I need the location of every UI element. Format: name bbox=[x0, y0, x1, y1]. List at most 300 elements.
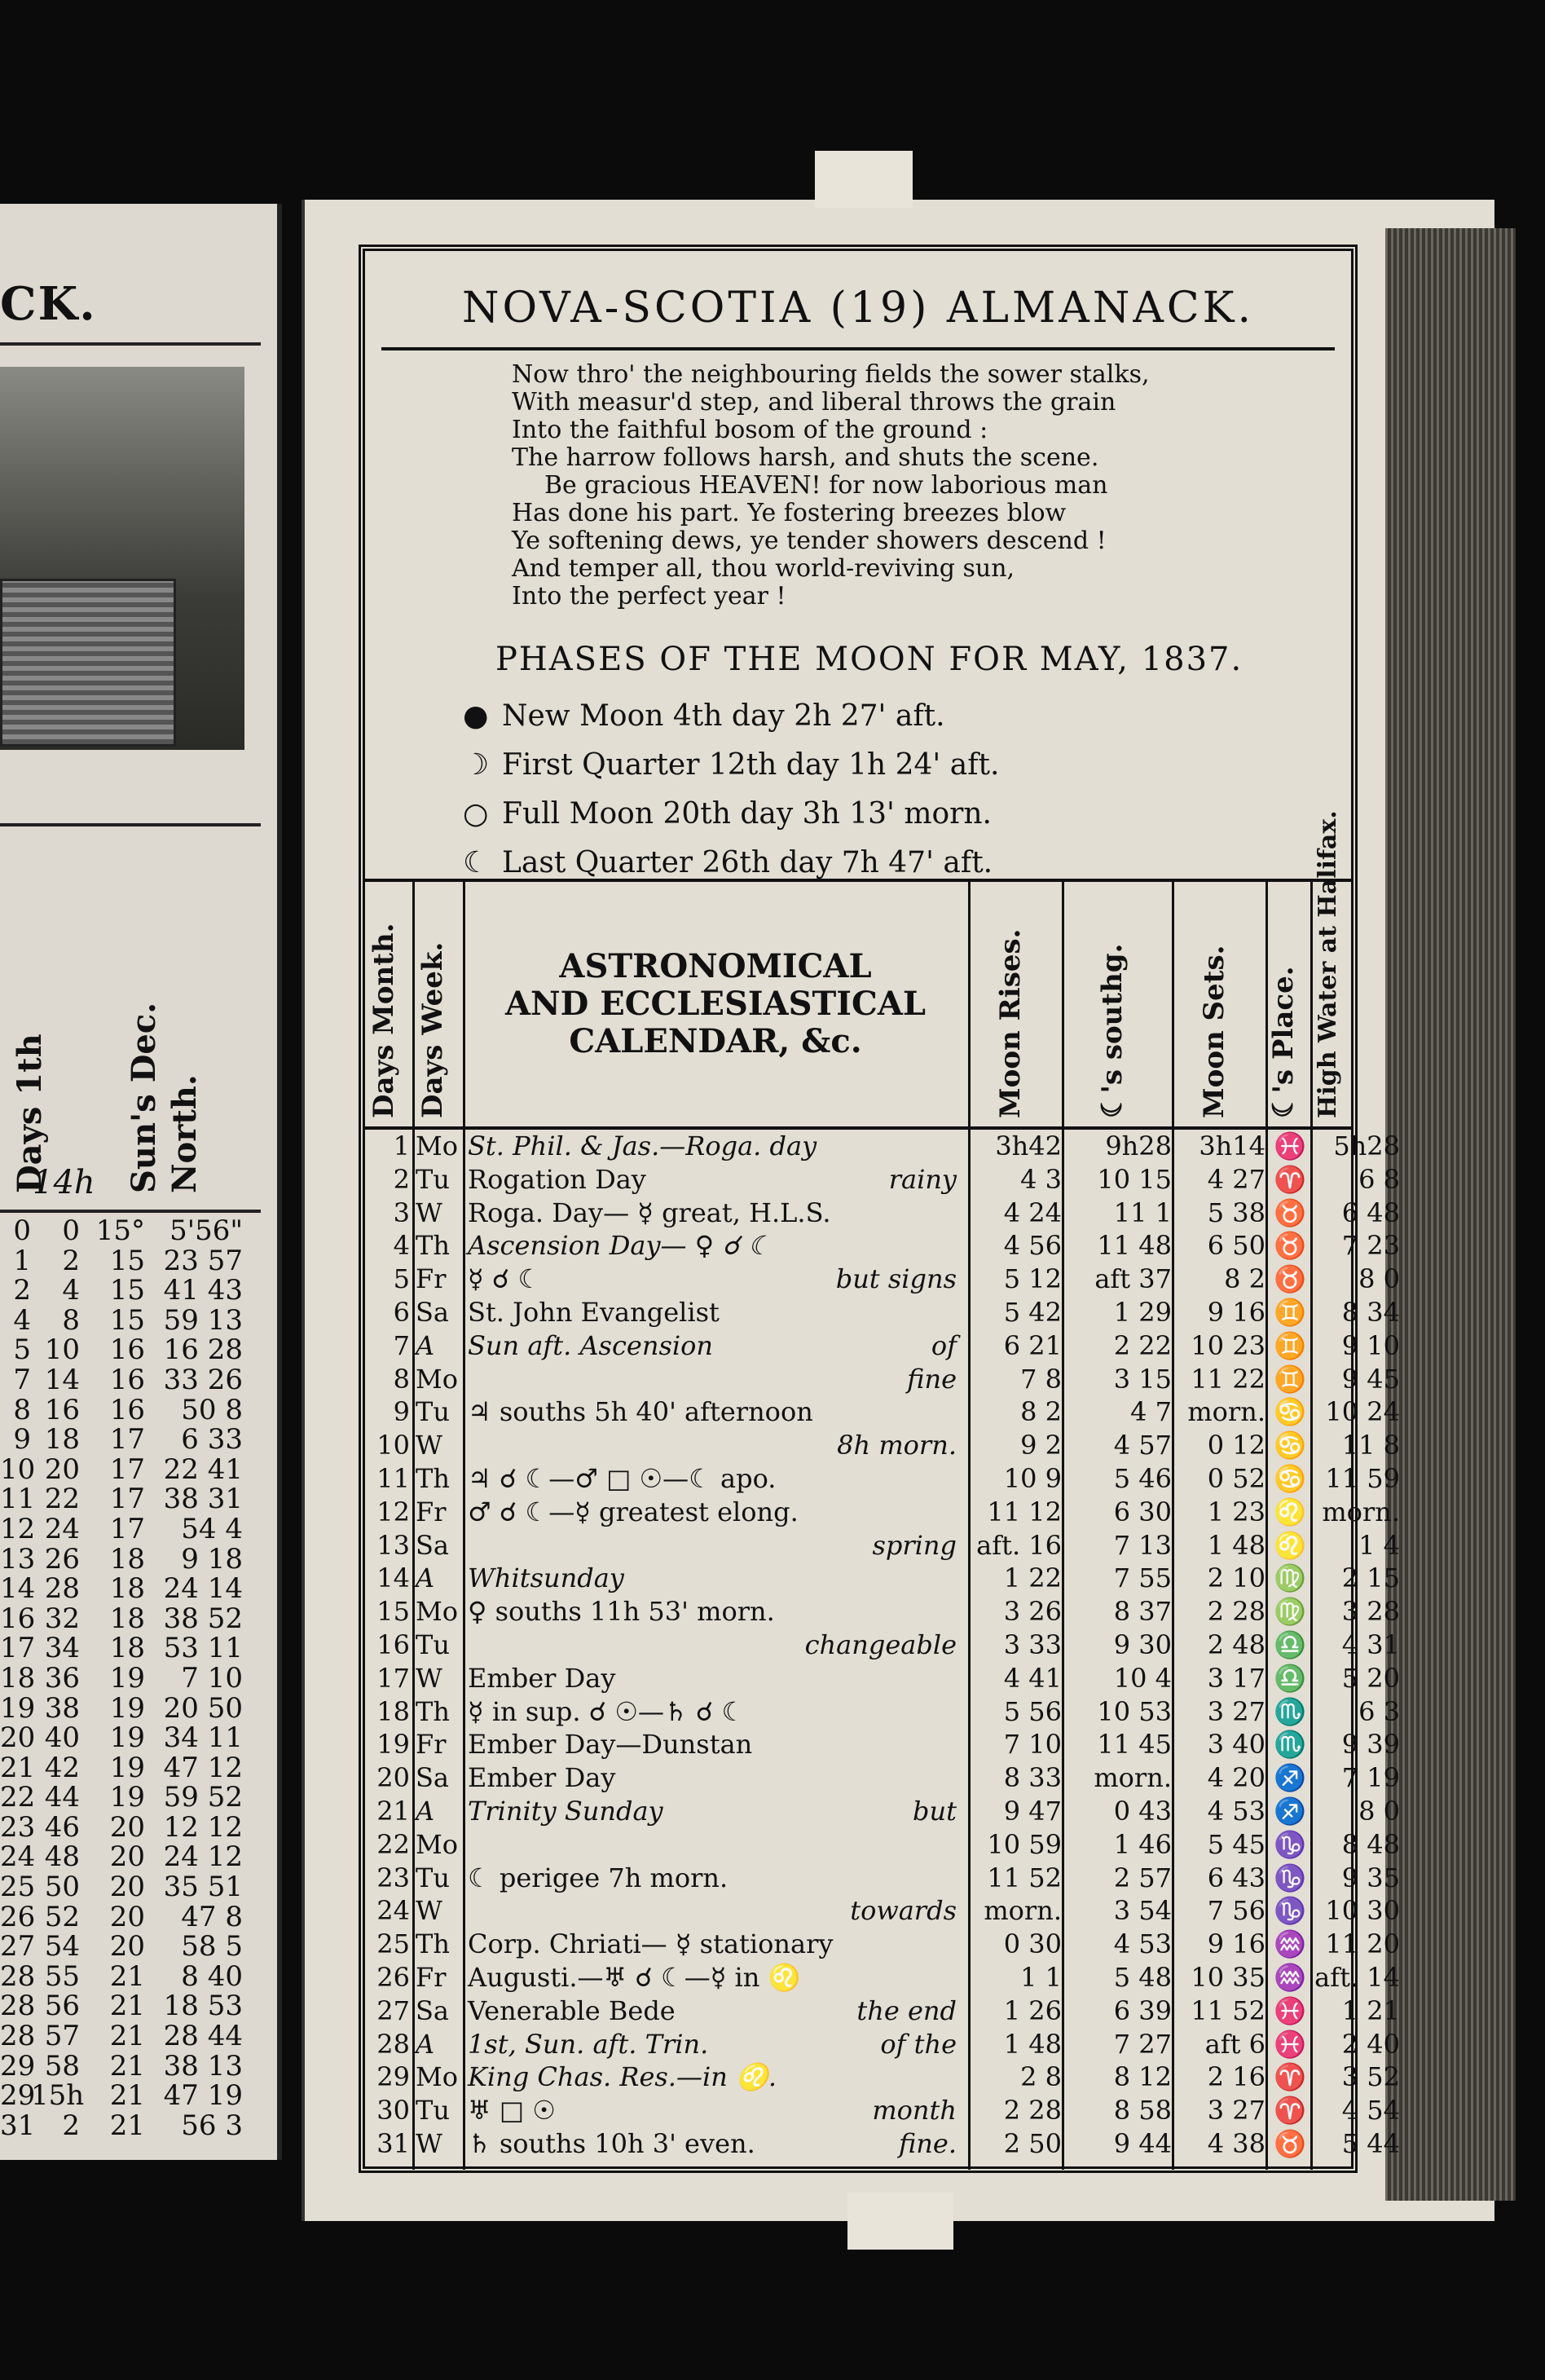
moon-phase-text: New Moon 4th day 2h 27' aft. bbox=[502, 699, 945, 733]
left-table-cell: 17 bbox=[109, 1483, 145, 1516]
moon-southing: 6 30 bbox=[1113, 1496, 1172, 1527]
day-of-month: 18 bbox=[376, 1695, 410, 1727]
moon-place-sign: ♏ bbox=[1274, 1729, 1306, 1761]
moon-southing: 2 57 bbox=[1113, 1862, 1172, 1893]
high-water: 10 24 bbox=[1325, 1396, 1400, 1428]
left-table-cell: 21 bbox=[109, 2020, 145, 2053]
moon-phases-title: PHASES OF THE MOON FOR MAY, 1837. bbox=[495, 641, 1243, 678]
moon-rises: 5 12 bbox=[1003, 1263, 1062, 1295]
moon-southing: 10 4 bbox=[1113, 1662, 1172, 1694]
day-of-month: 7 bbox=[393, 1329, 410, 1361]
left-facing-page bbox=[0, 204, 282, 2160]
left-table-row bbox=[0, 1810, 261, 1844]
moon-southing: 11 45 bbox=[1097, 1729, 1172, 1761]
moon-place-sign: ♊ bbox=[1274, 1296, 1306, 1328]
moon-sets: 2 16 bbox=[1207, 2061, 1265, 2093]
left-table-row bbox=[0, 1930, 261, 1964]
left-table-cell: 18 bbox=[109, 1602, 145, 1635]
moon-sets: 9 16 bbox=[1207, 1296, 1265, 1328]
calendar-event: ☾ perigee 7h morn. bbox=[468, 1862, 728, 1893]
left-table-cell: 28 bbox=[0, 2020, 36, 2053]
moon-rises: 3h42 bbox=[995, 1130, 1062, 1161]
left-table-row bbox=[0, 1364, 261, 1394]
day-of-week: Th bbox=[416, 1230, 450, 1262]
moon-southing: 1 29 bbox=[1113, 1296, 1172, 1328]
left-table-cell: 28 bbox=[0, 1990, 36, 2023]
left-table-cell: 59 13 bbox=[163, 1303, 243, 1337]
moon-place-sign: ♑ bbox=[1274, 1828, 1306, 1860]
left-table-cell: 19 bbox=[109, 1751, 145, 1784]
day-of-week: Mo bbox=[416, 1363, 459, 1395]
day-of-month: 27 bbox=[376, 1994, 410, 2026]
weather-note: 8h morn. bbox=[837, 1430, 957, 1461]
moon-southing: 0 43 bbox=[1113, 1795, 1172, 1827]
high-water: 5 20 bbox=[1341, 1662, 1400, 1694]
moon-place-sign: ♉ bbox=[1274, 1230, 1306, 1262]
left-table-row bbox=[0, 1214, 261, 1245]
poem-line: The harrow follows harsh, and shuts the scene. bbox=[512, 443, 1099, 472]
weather-note: spring bbox=[872, 1529, 957, 1561]
high-water: 8 0 bbox=[1358, 1795, 1400, 1827]
day-of-month: 13 bbox=[376, 1529, 410, 1561]
left-table-row bbox=[0, 1661, 261, 1695]
left-table-row bbox=[0, 1602, 261, 1633]
left-table-cell: 20 bbox=[0, 1721, 36, 1755]
moon-rises: 3 26 bbox=[1003, 1596, 1062, 1628]
moon-phase-item bbox=[463, 789, 999, 838]
calendar-row bbox=[365, 2060, 1400, 2094]
moon-southing: 8 37 bbox=[1113, 1596, 1172, 1628]
high-water: 7 19 bbox=[1341, 1762, 1400, 1794]
high-water: 8 48 bbox=[1341, 1828, 1400, 1860]
left-table-cell: 38 31 bbox=[163, 1483, 243, 1516]
full-moon-icon: ○ bbox=[463, 796, 489, 831]
day-of-month: 6 bbox=[393, 1296, 410, 1328]
moon-southing: 1 46 bbox=[1113, 1828, 1172, 1860]
left-table-cell: 55 bbox=[44, 1959, 80, 1993]
left-table-cell: 24 12 bbox=[163, 1840, 243, 1874]
left-table-row bbox=[0, 2079, 261, 2113]
left-table-cell: 19 bbox=[109, 1691, 145, 1725]
calendar-event: ♃ souths 5h 40' afternoon bbox=[468, 1396, 813, 1428]
calendar-event: ☿ in sup. ☌ ☉—♄ ☌ ☾ bbox=[468, 1695, 746, 1727]
left-table-cell: 9 bbox=[13, 1423, 31, 1457]
astro-head-line: CALENDAR, &c. bbox=[569, 1022, 862, 1060]
calendar-row bbox=[365, 1862, 1400, 1895]
moon-rises: 2 8 bbox=[1020, 2061, 1062, 2093]
calendar-event: Ascension Day— ♀ ☌ ☾ bbox=[468, 1230, 772, 1262]
left-table-cell: 58 5 bbox=[181, 1930, 243, 1964]
left-table-cell: 21 bbox=[109, 1990, 145, 2023]
weather-note: changeable bbox=[804, 1629, 957, 1660]
poem-line: Into the faithful bosom of the ground : bbox=[512, 416, 988, 444]
moon-southing: 4 53 bbox=[1113, 1928, 1172, 1960]
left-col-days: Days 1th bbox=[11, 1034, 49, 1193]
moon-place-sign: ♓ bbox=[1274, 1994, 1306, 2026]
left-table-cell: 41 43 bbox=[163, 1274, 243, 1307]
header-moon-rises: Moon Rises. bbox=[968, 882, 1064, 1130]
day-of-month: 11 bbox=[376, 1462, 410, 1494]
left-table-cell: 0 bbox=[62, 1214, 80, 1247]
left-table-cell: 27 bbox=[0, 1930, 36, 1964]
moon-place-sign: ♑ bbox=[1274, 1862, 1306, 1893]
left-table-row bbox=[0, 1691, 261, 1725]
calendar-event: Sun aft. Ascension bbox=[468, 1329, 713, 1361]
moon-place-sign: ♈ bbox=[1274, 1163, 1306, 1195]
day-of-week: Sa bbox=[416, 1994, 449, 2026]
left-table-row bbox=[0, 2020, 261, 2053]
left-table-cell: 2 bbox=[62, 2109, 80, 2142]
day-of-week: Mo bbox=[416, 2061, 459, 2093]
left-table-row bbox=[0, 1333, 261, 1367]
left-table-cell: 56 bbox=[44, 1990, 80, 2023]
day-of-week: Tu bbox=[416, 1163, 450, 1195]
almanac-frame bbox=[359, 245, 1400, 2173]
left-table-cell: 24 bbox=[0, 1840, 36, 1874]
day-of-week: Sa bbox=[416, 1762, 449, 1794]
high-water: 4 54 bbox=[1341, 2095, 1400, 2127]
high-water: 7 23 bbox=[1341, 1230, 1400, 1262]
moon-place-sign: ♎ bbox=[1274, 1662, 1306, 1694]
moon-sets: 2 28 bbox=[1207, 1596, 1265, 1628]
calendar-event: ♀ souths 11h 53' morn. bbox=[468, 1596, 775, 1628]
moon-rises: 0 30 bbox=[1003, 1928, 1062, 1960]
weather-note: of the bbox=[880, 2028, 957, 2060]
left-page-title: CK. bbox=[0, 277, 97, 331]
moon-sets: 10 23 bbox=[1191, 1329, 1265, 1361]
left-table-cell: 28 bbox=[0, 1959, 36, 1993]
left-table-cell: 50 8 bbox=[181, 1393, 243, 1426]
calendar-row bbox=[365, 1263, 1400, 1296]
moon-place-sign: ♒ bbox=[1274, 1961, 1306, 1993]
moon-southing: 9 44 bbox=[1113, 2127, 1172, 2159]
poem bbox=[512, 361, 1245, 610]
left-table-cell: 15 bbox=[109, 1303, 145, 1337]
moon-place-sign: ♌ bbox=[1274, 1496, 1306, 1527]
left-table-cell: 23 bbox=[0, 1810, 36, 1844]
left-table-cell: 16 bbox=[109, 1363, 145, 1396]
left-table-cell: 15 bbox=[109, 1274, 145, 1307]
left-table-cell: 10 bbox=[0, 1452, 36, 1486]
left-table-cell: 11 bbox=[0, 1483, 36, 1516]
left-table-cell: 40 bbox=[44, 1721, 80, 1755]
moon-place-sign: ♋ bbox=[1274, 1430, 1306, 1461]
moon-sets: 4 53 bbox=[1207, 1795, 1265, 1827]
moon-rises: 3 33 bbox=[1003, 1629, 1062, 1660]
moon-rises: 7 10 bbox=[1003, 1729, 1062, 1761]
left-table-body bbox=[0, 1214, 261, 2142]
header-astronomical-calendar bbox=[463, 882, 971, 1130]
high-water: 3 52 bbox=[1341, 2061, 1400, 2093]
moon-sets: 5 38 bbox=[1207, 1197, 1265, 1228]
calendar-event: Corp. Chriati— ☿ stationary bbox=[468, 1928, 834, 1960]
header-moon-place: ☾'s Place. bbox=[1265, 882, 1313, 1130]
high-water: 1 21 bbox=[1341, 1994, 1400, 2026]
left-table-cell: 33 26 bbox=[163, 1363, 243, 1396]
day-of-month: 30 bbox=[376, 2095, 410, 2127]
header-high-water: High Water at Halifax. bbox=[1310, 882, 1351, 1130]
moon-southing: 8 58 bbox=[1113, 2095, 1172, 2127]
calendar-rows bbox=[365, 1130, 1400, 2161]
moon-place-sign: ♉ bbox=[1274, 1197, 1306, 1228]
moon-sets: 11 22 bbox=[1191, 1363, 1265, 1395]
left-col-suns-dec: Sun's Dec. bbox=[125, 1002, 163, 1193]
moon-rises: 8 2 bbox=[1020, 1396, 1062, 1428]
moon-place-sign: ♐ bbox=[1274, 1795, 1306, 1827]
day-of-month: 9 bbox=[393, 1396, 410, 1428]
left-table-cell: 19 bbox=[0, 1691, 36, 1725]
weather-note: the end bbox=[856, 1994, 957, 2026]
weather-note: but signs bbox=[835, 1263, 957, 1295]
paper-tab-bottom bbox=[847, 2193, 953, 2250]
left-table-cell: 18 bbox=[109, 1542, 145, 1576]
weather-note: month bbox=[872, 2095, 957, 2127]
calendar-row bbox=[365, 1329, 1400, 1363]
calendar-row bbox=[365, 1595, 1400, 1629]
moon-place-sign: ♋ bbox=[1274, 1396, 1306, 1428]
day-of-week: Fr bbox=[416, 1729, 447, 1761]
left-table-cell: 18 bbox=[109, 1632, 145, 1665]
moon-place-sign: ♒ bbox=[1274, 1928, 1306, 1960]
left-table-cell: 35 51 bbox=[163, 1871, 243, 1904]
header-days-week: Days Week. bbox=[412, 882, 465, 1130]
moon-phase-item bbox=[463, 691, 999, 740]
weather-note: of bbox=[931, 1329, 957, 1361]
calendar-row bbox=[365, 1462, 1400, 1496]
page-edges bbox=[1385, 228, 1516, 2201]
left-table-row bbox=[0, 2109, 261, 2140]
moon-sets: 2 48 bbox=[1207, 1629, 1265, 1660]
left-table-cell: 25 bbox=[0, 1871, 36, 1904]
left-table-row bbox=[0, 1781, 261, 1814]
left-table-cell: 56 3 bbox=[181, 2109, 243, 2142]
moon-southing: 4 7 bbox=[1130, 1396, 1172, 1428]
left-table-cell: 14 bbox=[0, 1572, 36, 1606]
moon-southing: 2 22 bbox=[1113, 1329, 1172, 1361]
poem-line: Be gracious HEAVEN! for now laborious man bbox=[544, 471, 1108, 500]
moon-sets: 3h14 bbox=[1199, 1130, 1265, 1161]
left-table-cell: 47 8 bbox=[181, 1900, 243, 1933]
day-of-week: Fr bbox=[416, 1961, 447, 1993]
day-of-week: Th bbox=[416, 1928, 450, 1960]
moon-rises: 4 41 bbox=[1003, 1662, 1062, 1694]
calendar-row bbox=[365, 1695, 1400, 1729]
moon-rises: 6 21 bbox=[1003, 1329, 1062, 1361]
moon-place-sign: ♍ bbox=[1274, 1562, 1306, 1594]
left-table-cell: 19 bbox=[109, 1781, 145, 1814]
day-of-month: 21 bbox=[376, 1795, 410, 1827]
left-table-cell: 14 bbox=[44, 1363, 80, 1396]
moon-rises: 1 26 bbox=[1003, 1994, 1062, 2026]
poem-line: Into the perfect year ! bbox=[512, 582, 786, 610]
moon-phases-list bbox=[463, 691, 999, 887]
calendar-event: Roga. Day— ☿ great, H.L.S. bbox=[468, 1197, 831, 1228]
left-table-row bbox=[0, 1752, 261, 1782]
left-table-cell: 7 bbox=[13, 1363, 31, 1396]
moon-sets: 6 50 bbox=[1207, 1230, 1265, 1262]
day-of-month: 4 bbox=[393, 1230, 410, 1262]
calendar-row bbox=[365, 1894, 1400, 1928]
left-table-cell: 15 bbox=[109, 1244, 145, 1277]
left-table-cell: 4 bbox=[62, 1274, 80, 1307]
moon-rises: 8 33 bbox=[1003, 1762, 1062, 1794]
moon-sets: aft 6 bbox=[1204, 2028, 1265, 2060]
moon-rises: 11 52 bbox=[987, 1862, 1062, 1893]
moon-sets: 1 48 bbox=[1207, 1529, 1265, 1561]
moon-phase-text: Full Moon 20th day 3h 13' morn. bbox=[502, 796, 992, 831]
moon-sets: morn. bbox=[1187, 1396, 1265, 1428]
day-of-week: Fr bbox=[416, 1496, 447, 1527]
moon-rises: 7 8 bbox=[1020, 1363, 1062, 1395]
moon-southing: 10 15 bbox=[1097, 1163, 1172, 1195]
moon-rises: 9 2 bbox=[1020, 1430, 1062, 1461]
day-of-month: 24 bbox=[376, 1895, 410, 1927]
left-table-row bbox=[0, 1245, 261, 1275]
high-water: 10 30 bbox=[1325, 1895, 1400, 1927]
left-table-cell: 16 28 bbox=[163, 1333, 243, 1367]
left-table-cell: 34 11 bbox=[163, 1721, 243, 1755]
moon-southing: 7 27 bbox=[1113, 2028, 1172, 2060]
day-of-week: A bbox=[416, 1329, 435, 1361]
left-table-cell: 5'56" bbox=[169, 1214, 243, 1247]
left-table-cell: 16 bbox=[109, 1333, 145, 1367]
day-of-week: Mo bbox=[416, 1828, 459, 1860]
high-water: 9 35 bbox=[1341, 1862, 1400, 1893]
moon-rises: morn. bbox=[984, 1895, 1062, 1927]
day-of-month: 1 bbox=[393, 1130, 410, 1161]
title-rule bbox=[381, 347, 1335, 350]
left-table-row bbox=[0, 1572, 261, 1606]
calendar-row bbox=[365, 1795, 1400, 1828]
calendar-row bbox=[365, 1229, 1400, 1263]
left-table-cell: 16 bbox=[109, 1393, 145, 1426]
left-table-cell: 42 bbox=[44, 1751, 80, 1784]
day-of-week: Tu bbox=[416, 2095, 450, 2127]
calendar-event: Ember Day—Dunstan bbox=[468, 1729, 753, 1761]
moon-place-sign: ♉ bbox=[1274, 2127, 1306, 2159]
left-table-cell: 8 bbox=[13, 1393, 31, 1426]
moon-rises: 5 42 bbox=[1003, 1296, 1062, 1328]
moon-sets: 3 27 bbox=[1207, 1695, 1265, 1727]
high-water: 3 28 bbox=[1341, 1596, 1400, 1628]
moon-sets: 7 56 bbox=[1207, 1895, 1265, 1927]
moon-sets: 8 2 bbox=[1224, 1263, 1265, 1295]
moon-southing: 11 48 bbox=[1097, 1230, 1172, 1262]
calendar-event: ♅ □ ☉ bbox=[468, 2095, 556, 2127]
day-of-week: Mo bbox=[416, 1596, 459, 1628]
calendar-row bbox=[365, 1629, 1400, 1662]
left-table-cell: 19 bbox=[109, 1721, 145, 1755]
left-table-header bbox=[0, 823, 261, 1213]
moon-place-sign: ♎ bbox=[1274, 1629, 1306, 1660]
left-table-cell: 21 bbox=[109, 1959, 145, 1993]
left-table-row bbox=[0, 1394, 261, 1424]
left-table-cell: 28 bbox=[44, 1572, 80, 1606]
calendar-event: ♃ ☌ ☾—♂ □ ☉—☾ apo. bbox=[468, 1462, 777, 1494]
poem-line: Has done his part. Ye fostering breezes blow bbox=[512, 499, 1067, 527]
moon-southing: 3 15 bbox=[1113, 1363, 1172, 1395]
day-of-month: 29 bbox=[376, 2061, 410, 2093]
left-table-cell: 18 bbox=[0, 1661, 36, 1695]
day-of-month: 31 bbox=[376, 2127, 410, 2159]
left-table-cell: 17 bbox=[109, 1452, 145, 1486]
moon-southing: 8 12 bbox=[1113, 2061, 1172, 2093]
day-of-month: 26 bbox=[376, 1961, 410, 1993]
left-table-cell: 47 12 bbox=[163, 1751, 243, 1784]
moon-southing: 6 39 bbox=[1113, 1994, 1172, 2026]
calendar-row bbox=[365, 1728, 1400, 1761]
left-table-cell: 26 bbox=[0, 1900, 36, 1933]
left-table-row bbox=[0, 1483, 261, 1516]
left-table-cell: 29 bbox=[0, 2079, 36, 2113]
moon-southing: 11 1 bbox=[1113, 1197, 1172, 1228]
left-table-cell: 36 bbox=[44, 1661, 80, 1695]
weather-note: rainy bbox=[888, 1163, 957, 1195]
moon-rises: 9 47 bbox=[1003, 1795, 1062, 1827]
moon-sets: 10 35 bbox=[1191, 1961, 1265, 1993]
left-table-cell: 5 bbox=[13, 1333, 31, 1367]
calendar-row bbox=[365, 2028, 1400, 2061]
left-table-cell: 59 52 bbox=[163, 1781, 243, 1814]
left-table-cell: 17 bbox=[109, 1423, 145, 1457]
moon-southing: 5 48 bbox=[1113, 1961, 1172, 1993]
left-table-cell: 21 bbox=[109, 2049, 145, 2082]
left-table-cell: 9 18 bbox=[181, 1542, 243, 1576]
day-of-month: 3 bbox=[393, 1197, 410, 1228]
high-water: 5h28 bbox=[1333, 1130, 1400, 1161]
left-table-cell: 20 bbox=[109, 1871, 145, 1904]
calendar-event: ♄ souths 10h 3' even. bbox=[468, 2127, 755, 2159]
calendar-row bbox=[365, 1395, 1400, 1429]
left-table-cell: 6 33 bbox=[181, 1423, 243, 1457]
woodcut-fence bbox=[0, 579, 176, 747]
day-of-week: W bbox=[416, 2127, 442, 2159]
left-table-cell: 24 14 bbox=[163, 1572, 243, 1606]
moon-sets: 5 45 bbox=[1207, 1828, 1265, 1860]
high-water: 1 4 bbox=[1358, 1529, 1400, 1561]
day-of-month: 19 bbox=[376, 1729, 410, 1761]
left-table-cell: 1 bbox=[13, 1244, 31, 1277]
first-quarter-icon: ☽ bbox=[463, 747, 490, 782]
left-table-cell: 50 bbox=[44, 1871, 80, 1904]
moon-rises: 10 59 bbox=[987, 1828, 1062, 1860]
moon-phase-text: First Quarter 12th day 1h 24' aft. bbox=[502, 747, 1000, 782]
moon-place-sign: ♓ bbox=[1274, 2028, 1306, 2060]
moon-sets: 3 17 bbox=[1207, 1662, 1265, 1694]
calendar-row bbox=[365, 1761, 1400, 1795]
left-table-cell: 20 50 bbox=[163, 1691, 243, 1725]
left-table-cell: 20 bbox=[109, 1810, 145, 1844]
moon-southing: 3 54 bbox=[1113, 1895, 1172, 1927]
moon-place-sign: ♓ bbox=[1274, 1130, 1306, 1161]
left-table-cell: 26 bbox=[44, 1542, 80, 1576]
left-table-cell: 16 bbox=[0, 1602, 36, 1635]
left-table-cell: 21 bbox=[109, 2109, 145, 2142]
calendar-event: Ember Day bbox=[468, 1662, 616, 1694]
high-water: 6 3 bbox=[1358, 1695, 1400, 1727]
left-table-cell: 0 bbox=[13, 1214, 31, 1247]
left-table-cell: 34 bbox=[44, 1632, 80, 1665]
left-table-row bbox=[0, 1840, 261, 1874]
calendar-event: Whitsunday bbox=[468, 1562, 624, 1594]
weather-note: towards bbox=[850, 1895, 957, 1927]
day-of-month: 22 bbox=[376, 1828, 410, 1860]
moon-rises: 2 28 bbox=[1003, 2095, 1062, 2127]
poem-line: Ye softening dews, ye tender showers descend ! bbox=[512, 527, 1107, 555]
high-water: 4 31 bbox=[1341, 1629, 1400, 1660]
left-table-row bbox=[0, 1721, 261, 1755]
day-of-month: 20 bbox=[376, 1762, 410, 1794]
